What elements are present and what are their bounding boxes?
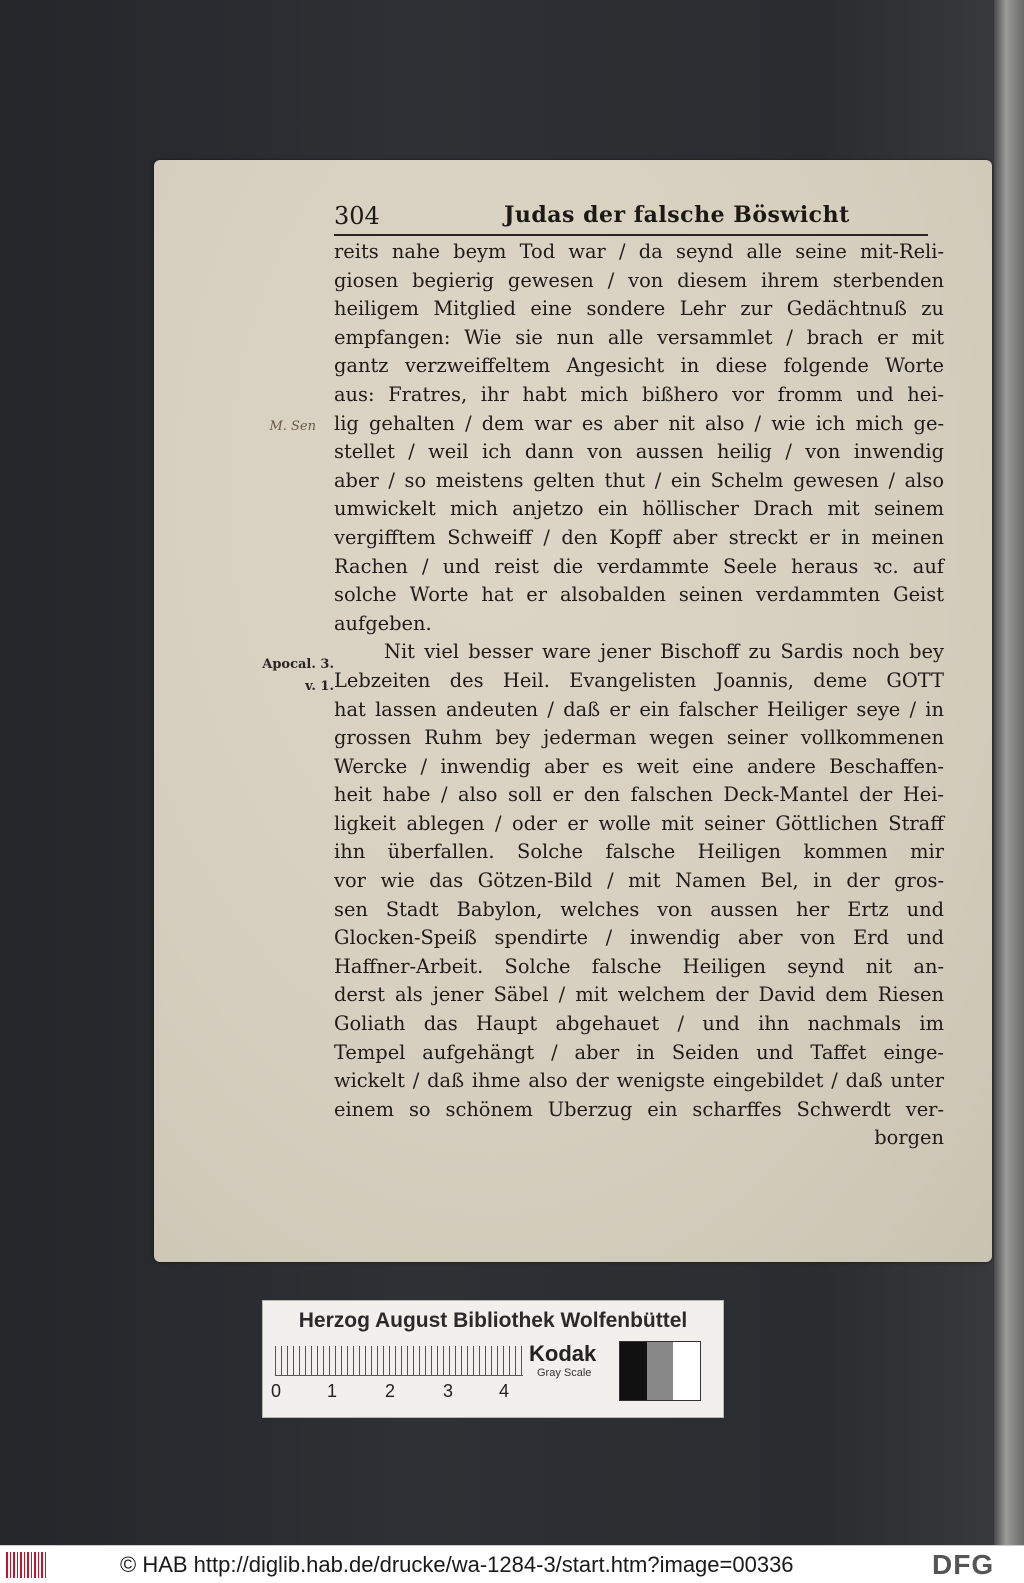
text-line: Goliath das Haupt abgehauet / und ihn nachmals im [334,1012,944,1036]
color-calibration-card [262,1300,724,1418]
running-title: Judas der falsche Böswicht [504,202,850,228]
text-line: einem so schönem Uberzug ein scharffes Schwerdt ver- [334,1097,944,1121]
text-line: aber / so meistens gelten thut / ein Schelm gewesen / also [334,468,944,492]
page-header [334,198,928,236]
book-page [154,160,992,1262]
text-line: aus: Fratres, ihr habt mich bißhero vor fromm und hei- [334,382,944,406]
footer-bar [0,1545,1024,1583]
text-line: ligkeit ablegen / oder er wolle mit seiner Göttlichen Straff [334,811,944,835]
copyright-url[interactable]: © HAB http://diglib.hab.de/drucke/wa-1284-3/start.htm?image=00336 [120,1552,794,1577]
dfg-logo: DFG [932,1549,995,1580]
ruler-baseline [275,1375,523,1376]
text-line: stellet / weil ich dann von aussen heilig / von inwendig [334,440,944,464]
text-line: gantz verzweiffeltem Angesicht in diese folgende Worte [334,354,944,378]
text-line: hat lassen andeuten / daß er ein falscher Heiliger seye / in [334,697,944,721]
text-line: ihn überfallen. Solche falsche Heiligen kommen mir [334,840,944,864]
ruler-number: 4 [499,1381,510,1401]
book-edge [994,0,1024,1545]
text-line: Glocken-Speiß spendirte / inwendig aber von Erd und [334,926,944,950]
text-line: sen Stadt Babylon, welches von aussen her Ertz und [334,897,944,921]
swatch-white [673,1342,700,1400]
text-line: empfangen: Wie sie nun alle versammlet / brach er mit [334,325,944,349]
text-line: wickelt / daß ihme also der wenigste eingebildet / daß unter [334,1069,944,1093]
text-line: derst als jener Säbel / mit welchem der David dem Riesen [334,983,944,1007]
text-line: vergifftem Schweiff / den Kopff aber streckt er in meinen [334,525,944,549]
text-line: vor wie das Götzen-Bild / mit Namen Bel, in der gros- [334,869,944,893]
swatch-gray [647,1342,674,1400]
text-line: solche Worte hat er alsobalden seinen verdammten Geist [334,583,944,607]
text-line: Haffner-Arbeit. Solche falsche Heiligen seynd nit an- [334,954,944,978]
ruler-number: 0 [271,1381,282,1401]
page-number: 304 [334,202,380,230]
text-line: grossen Ruhm bey jederman wegen seiner vollkommenen [334,726,944,750]
text-line: umwickelt mich anjetzo ein höllischer Drach mit seinem [334,497,944,521]
margin-note: M. Sen [269,419,316,434]
library-name: Herzog August Bibliothek Wolfenbüttel [298,1309,688,1332]
margin-note-apocalypse: Apocal. 3. v. 1. [262,657,334,694]
text-line: reits nahe beym Tod war / da seynd alle seine mit-Reli- [334,240,944,263]
ruler-number: 1 [327,1381,338,1401]
text-line: Rachen / und reist die verdammte Seele heraus ꝛc. auf [334,554,944,578]
ruler-number: 3 [443,1381,454,1401]
gray-scale-swatches [619,1341,701,1401]
hab-barcode-logo [6,1552,48,1578]
text-line: Nit viel besser ware jener Bischoff zu Sardis noch bey [384,640,944,664]
text-line: aufgeben. [334,611,432,635]
text-line: giosen begierig gewesen / von diesem ihrem sterbenden [334,268,944,292]
text-line: heit habe / also soll er den falschen Deck-Mantel der Hei- [334,783,944,807]
ruler-scale [275,1346,523,1376]
swatch-black [620,1342,647,1400]
ruler-number: 2 [385,1381,396,1401]
gray-scale-label: Gray Scale [537,1367,592,1379]
text-line: Lebzeiten des Heil. Evangelisten Joannis, deme GOTT [334,668,944,692]
text-line: Wercke / inwendig aber es weit eine andere Beschaffen- [334,754,944,778]
body-text [334,238,944,1153]
text-line: Tempel aufgehängt / aber in Seiden und Taffet einge- [334,1040,944,1064]
kodak-logo: Kodak [529,1341,597,1366]
catchword: borgen [874,1126,944,1150]
text-line: lig gehalten / dem war es aber nit also / wie ich mich ge- [334,411,944,435]
text-line: heiligem Mitglied eine sondere Lehr zur Gedächtnuß zu [334,297,944,321]
